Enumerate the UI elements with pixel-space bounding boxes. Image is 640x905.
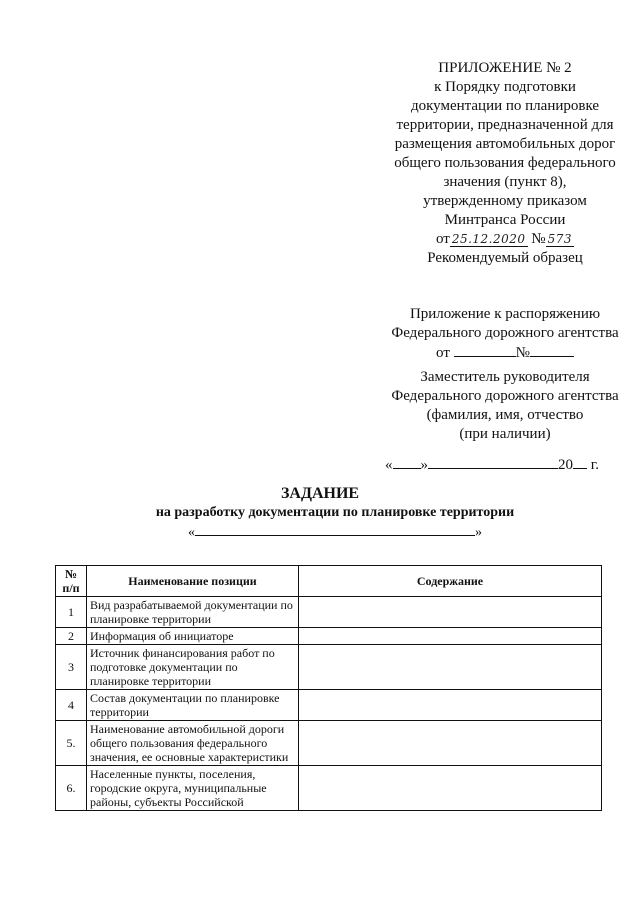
annex-from-label: от [436, 345, 450, 361]
order-from-label: от [435, 231, 450, 247]
territory-name-line [0, 522, 640, 541]
order-date: 25.12.2020 [451, 232, 526, 246]
document-subtitle: на разработку документации по планировке территории [155, 505, 515, 520]
header-num: № п/п [56, 566, 87, 597]
header-line: документации по планировке [410, 98, 600, 114]
header-line: утвержденному приказом [423, 193, 587, 209]
table-row [56, 766, 602, 811]
year-prefix: 20 [558, 457, 573, 473]
month-blank [428, 455, 558, 469]
row-content [299, 597, 602, 628]
order-number: 573 [547, 232, 573, 246]
annex-no-label: № [515, 345, 530, 361]
row-name: Информация об инициаторе [87, 628, 299, 645]
document-title: ЗАДАНИЕ [280, 485, 360, 502]
row-num: 6. [56, 766, 87, 811]
row-name: Наименование автомобильной дороги общего пользования федерального значения, ее основные характеристики [87, 721, 299, 766]
table-row [56, 645, 602, 690]
deputy-line-3: (фамилия, имя, отчество [426, 407, 584, 423]
table-header-row [56, 566, 602, 597]
annex-number-blank [530, 343, 574, 357]
row-content [299, 721, 602, 766]
annex-header [370, 59, 640, 249]
table-row [56, 628, 602, 645]
order-reference [370, 230, 640, 249]
annex-line-1: Приложение к распоряжению [409, 306, 601, 322]
deputy-line-2: Федерального дорожного агентства [391, 388, 619, 404]
row-num: 1 [56, 597, 87, 628]
header-content: Содержание [299, 566, 602, 597]
annex-date-blank [454, 343, 516, 357]
row-name: Состав документации по планировке территории [87, 690, 299, 721]
deputy-line-4: (при наличии) [459, 426, 551, 442]
header-line: территории, предназначенной для [396, 117, 614, 133]
table-row [56, 597, 602, 628]
row-num: 3 [56, 645, 87, 690]
header-line: Минтранса России [444, 212, 566, 228]
header-line: ПРИЛОЖЕНИЕ № 2 [438, 60, 572, 76]
row-name: Населенные пункты, поселения, городские округа, муниципальные районы, субъекты Российской [87, 766, 299, 811]
header-line: размещения автомобильных дорог [394, 136, 616, 152]
deputy-block [370, 368, 640, 444]
row-content [299, 628, 602, 645]
row-content [299, 645, 602, 690]
territory-name-blank [195, 522, 475, 536]
row-name: Источник финансирования работ по подготовке документации по планировке территории [87, 645, 299, 690]
annex-date-line [370, 343, 640, 363]
row-num: 5. [56, 721, 87, 766]
year-suffix: г. [590, 457, 599, 473]
year-blank [573, 455, 587, 469]
table-row [56, 690, 602, 721]
order-no-label: № [531, 231, 546, 247]
order-annex-block [370, 305, 640, 363]
day-blank [393, 455, 421, 469]
row-content [299, 690, 602, 721]
quote-open: « [188, 525, 195, 540]
annex-line-2: Федерального дорожного агентства [391, 325, 619, 341]
row-name: Вид разрабатываемой документации по планировке территории [87, 597, 299, 628]
recommended-sample-label: Рекомендуемый образец [427, 250, 583, 266]
date-close-quote: » [420, 457, 428, 473]
quote-close: » [475, 525, 482, 540]
deputy-line-1: Заместитель руководителя [420, 369, 590, 385]
row-num: 2 [56, 628, 87, 645]
task-table [55, 565, 602, 811]
table-row [56, 721, 602, 766]
header-line: общего пользования федерального [394, 155, 616, 171]
row-num: 4 [56, 690, 87, 721]
row-content [299, 766, 602, 811]
date-open-quote: « [385, 457, 393, 473]
header-line: значения (пункт 8), [443, 174, 567, 190]
header-name: Наименование позиции [87, 566, 299, 597]
header-line: к Порядку подготовки [434, 79, 576, 95]
approval-date-line [385, 455, 599, 474]
